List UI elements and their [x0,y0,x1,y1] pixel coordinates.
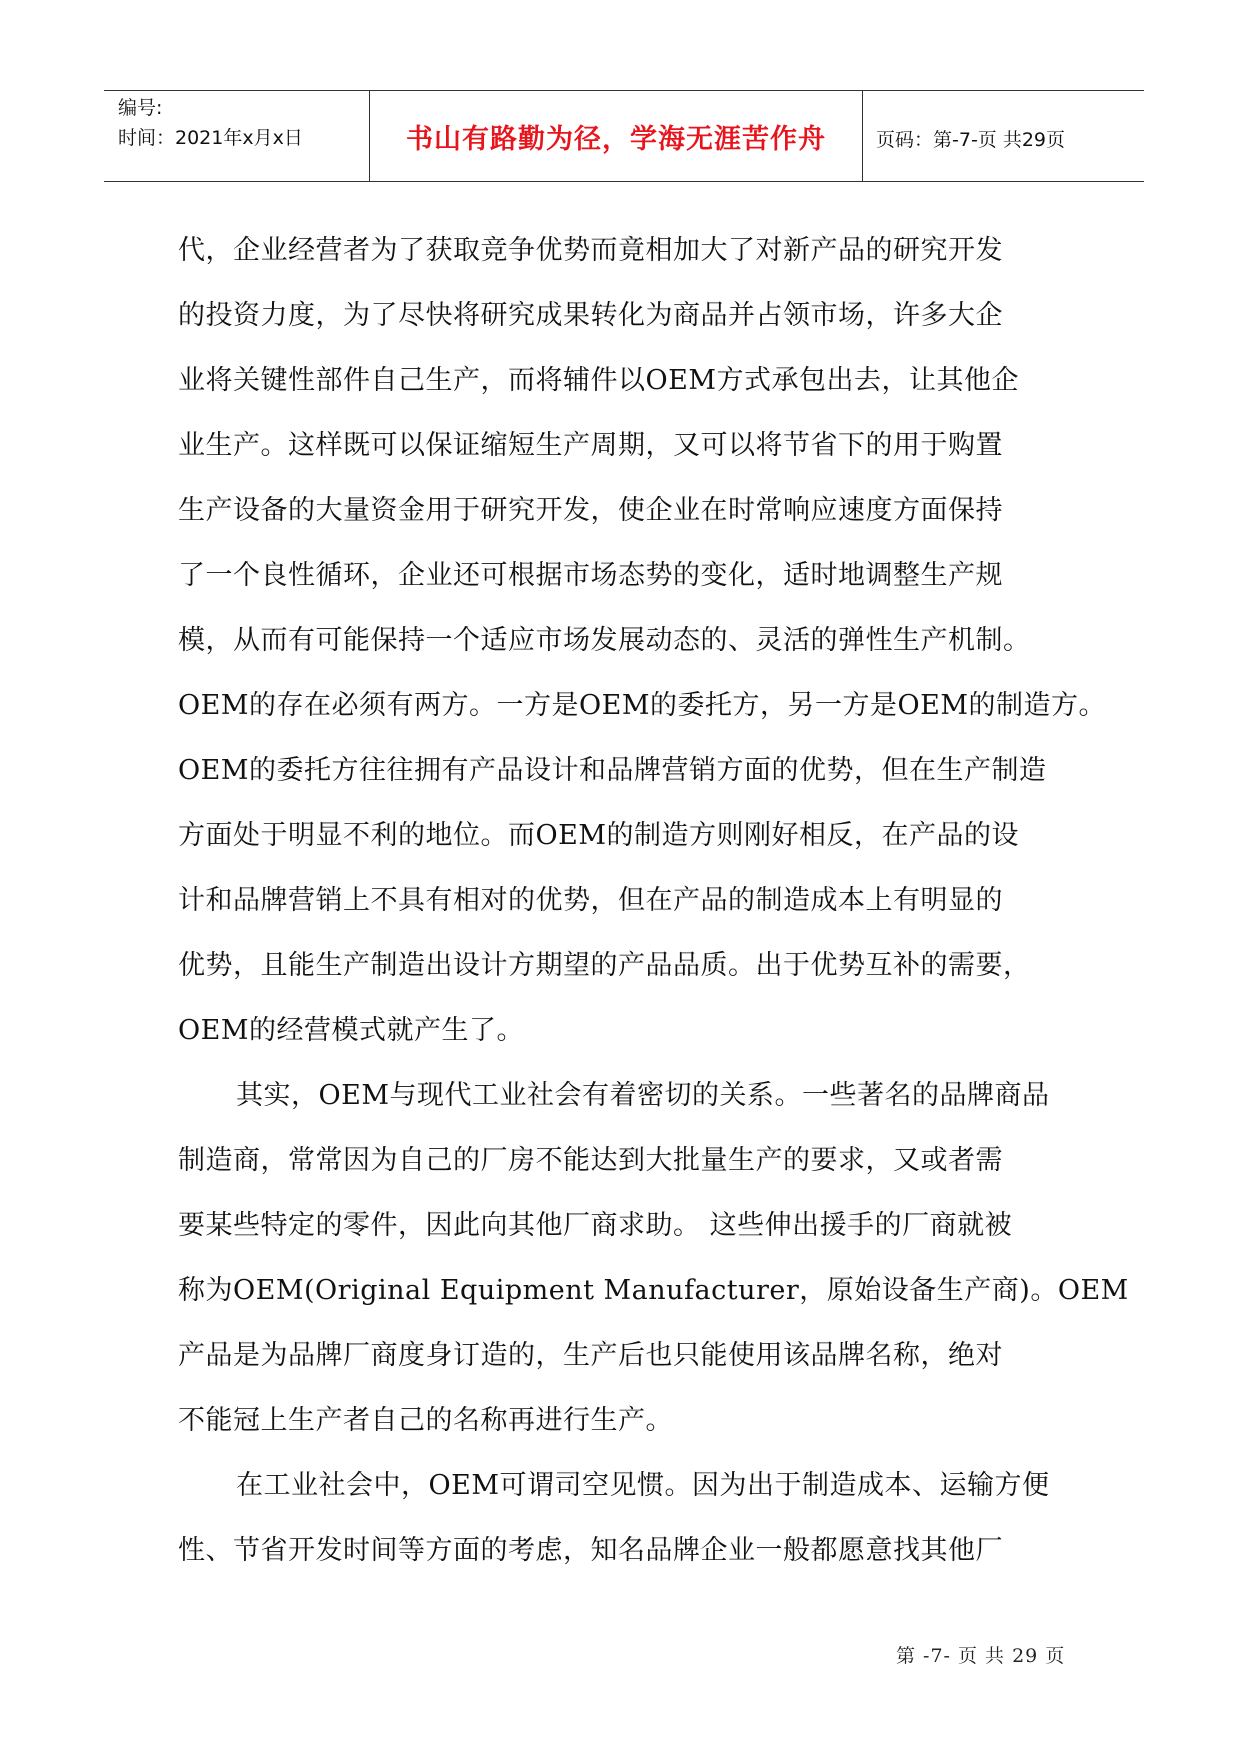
text-line: 在工业社会中，OEM可谓司空见惯。因为出于制造成本、运输方便 [236,1470,1050,1501]
document-time-label: 时间：2021年x月x日 [118,127,303,149]
document-body [178,218,1129,1583]
document-number-label: 编号: [118,97,163,119]
text-line: 生产设备的大量资金用于研究开发，使企业在时常响应速度方面保持 [178,495,1003,526]
text-line: 性、节省开发时间等方面的考虑，知名品牌企业一般都愿意找其他厂 [178,1535,1003,1566]
text-line: 优势，且能生产制造出设计方期望的产品品质。出于优势互补的需要， [178,950,1031,981]
text-line: 代，企业经营者为了获取竞争优势而竟相加大了对新产品的研究开发 [178,235,1003,266]
text-line: 模，从而有可能保持一个适应市场发展动态的、灵活的弹性生产机制。 [178,625,1031,656]
paragraph [178,1063,1129,1453]
text-line: 不能冠上生产者自己的名称再进行生产。 [178,1405,673,1436]
text-line: 产品是为品牌厂商度身订造的，生产后也只能使用该品牌名称，绝对 [178,1340,1003,1371]
text-line: 要某些特定的零件，因此向其他厂商求助。 这些伸出援手的厂商就被 [178,1210,1013,1241]
page-header [104,90,1144,182]
text-line: 制造商，常常因为自己的厂房不能达到大批量生产的要求，又或者需 [178,1145,1003,1176]
text-line: 业生产。这样既可以保证缩短生产周期，又可以将节省下的用于购置 [178,430,1003,461]
text-line: 方面处于明显不利的地位。而OEM的制造方则刚好相反，在产品的设 [178,820,1019,851]
paragraph [178,1453,1098,1583]
header-motto: 书山有路勤为径，学海无涯苦作舟 [406,124,826,155]
text-line: 业将关键性部件自己生产，而将辅件以OEM方式承包出去，让其他企 [178,365,1019,396]
header-meta [118,93,368,153]
paragraph [178,218,1106,1063]
text-line: OEM的委托方往往拥有产品设计和品牌营销方面的优势，但在生产制造 [178,755,1047,786]
text-line: OEM的存在必须有两方。一方是OEM的委托方，另一方是OEM的制造方。 [178,690,1106,721]
header-divider [862,91,863,181]
page-footer: 第 -7- 页 共 29 页 [896,1645,1066,1667]
text-line: OEM的经营模式就产生了。 [178,1015,524,1046]
text-line: 其实，OEM与现代工业社会有着密切的关系。一些著名的品牌商品 [236,1080,1050,1111]
text-line: 计和品牌营销上不具有相对的优势，但在产品的制造成本上有明显的 [178,885,1003,916]
header-page-number: 页码：第-7-页 共29页 [876,129,1066,151]
text-line: 称为OEM(Original Equipment Manufacturer，原始设备生产商)。OEM [178,1275,1129,1306]
text-line: 了一个良性循环，企业还可根据市场态势的变化，适时地调整生产规 [178,560,1003,591]
text-line: 的投资力度，为了尽快将研究成果转化为商品并占领市场，许多大企 [178,300,1003,331]
